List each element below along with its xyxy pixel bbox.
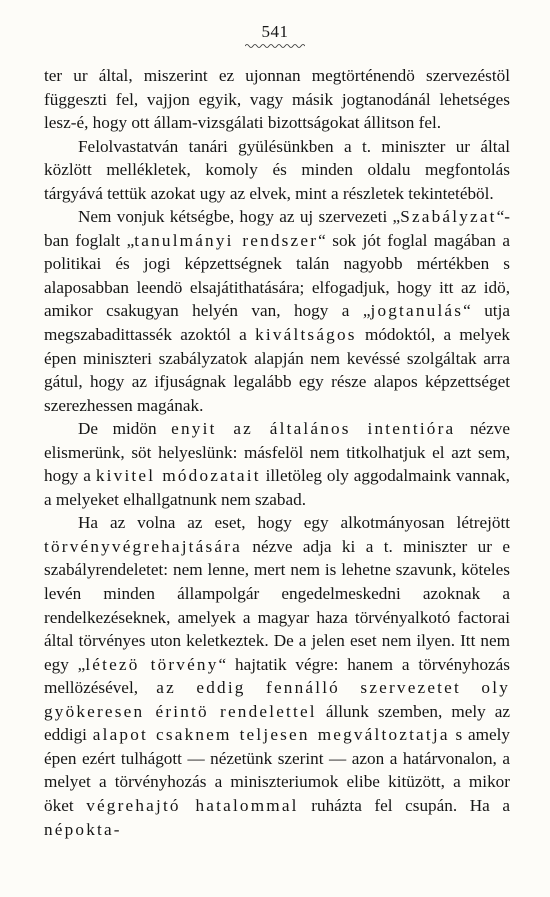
text-run: De midön (78, 419, 172, 439)
text-run: módoktól, a melyek épen miniszteri szabályzatok alapján nem kevéssé szolgáltak arra gátul, hogy az ifjuságnak legalább egy része alapos képzettséget szerezhessen magának. (44, 325, 510, 415)
text-run: s amely épen ezért tulhágott — nézetünk szerint — azon a határvonalon, a melyet a törvényhozás a miniszteriumok elibe kitüzött, a mikor öket (44, 725, 511, 815)
text-run: Felolvastatván tanári gyülésünkben a t. miniszter ur által közlött mellékletek, komoly és minden oldalu megfontolás tárgyává tettük azokat ugy az elvek, mint a részletek tekintetéböl. (44, 136, 510, 203)
page-header (0, 22, 550, 49)
spaced-emphasis-text: tanulmányi rendszer (134, 230, 319, 250)
text-run: “-ban foglalt „ (44, 207, 510, 250)
text-run: Ha az volna az eset, hogy egy alkotmányosan létrejött (78, 513, 510, 533)
paragraph (44, 511, 510, 841)
spaced-emphasis-text: létezö törvény (85, 654, 219, 674)
spaced-emphasis-text: Szabályzat (400, 207, 497, 227)
text-run: nézve elismerünk, söt helyeslünk: másfelöl nem titkolhatjuk el azt sem, hogy a (44, 419, 511, 486)
paragraph (44, 417, 510, 511)
page-body-text (44, 64, 510, 841)
paragraph (44, 64, 510, 135)
text-run: ruházta fel csupán. Ha a (298, 795, 510, 815)
text-run: ter ur által, miszerint ez ujonnan megtörténendö szervezéstöl függeszti fel, vajjon egyik, vagy másik jogtanodánál lehetséges lesz-é, hogy ott állam-vizsgálati bizottságokat állitson fel. (44, 66, 510, 133)
spaced-emphasis-text: kiváltságos (255, 325, 357, 345)
text-run: állunk szemben, mely az eddigi (44, 701, 511, 745)
text-run: “ utja megszabadittassék azoktól a (44, 301, 510, 345)
text-run: “ hajtatik végre: hanem a törvényhozás mellözésével, (44, 654, 510, 698)
spaced-emphasis-text: kivitel módozatait (95, 466, 261, 486)
text-run: Nem vonjuk kétségbe, hogy az uj szervezeti „ (78, 207, 401, 227)
spaced-emphasis-text: enyit az általános intentióra (171, 419, 456, 439)
text-run: illetöleg oly aggodalmaink vannak, a melyeket elhallgatnunk nem szabad. (44, 466, 510, 509)
text-run: “ sok jót foglal magában a politikai és jogi képzettségnek talán nagyobb mértékben s alaposabban leendö elsajátithatására; elfogadjuk, hogy itt az idö, amikor csakugyan helyén van, hogy a „ (44, 230, 511, 321)
paragraph (44, 205, 510, 417)
wavy-rule-ornament (245, 43, 305, 49)
page-number: 541 (261, 22, 289, 41)
spaced-emphasis-text: népokta- (44, 819, 122, 839)
spaced-emphasis-text: végrehajtó hatalommal (86, 795, 299, 815)
spaced-emphasis-text: törvényvégrehajtására (44, 536, 242, 556)
spaced-emphasis-text: alapot csaknem teljesen megváltoztatja (92, 725, 450, 745)
text-run: nézve adja ki a t. miniszter ur e szabályrendeletet: nem lenne, mert nem is lehetne szavunk, köteles levén minden állampolgár engedelmeskedni azoknak a rendelkezéseknek, amelyek a magyar haza törvényalkotó factorai által törvényes uton keletkeztek. De a jelen eset nem ilyen. Itt nem egy „ (44, 536, 510, 674)
spaced-emphasis-text: az eddig fennálló szervezetet oly gyökeresen érintö rendelettel (44, 678, 510, 721)
paragraph (44, 135, 510, 206)
spaced-emphasis-text: jogtanulás (370, 301, 464, 321)
